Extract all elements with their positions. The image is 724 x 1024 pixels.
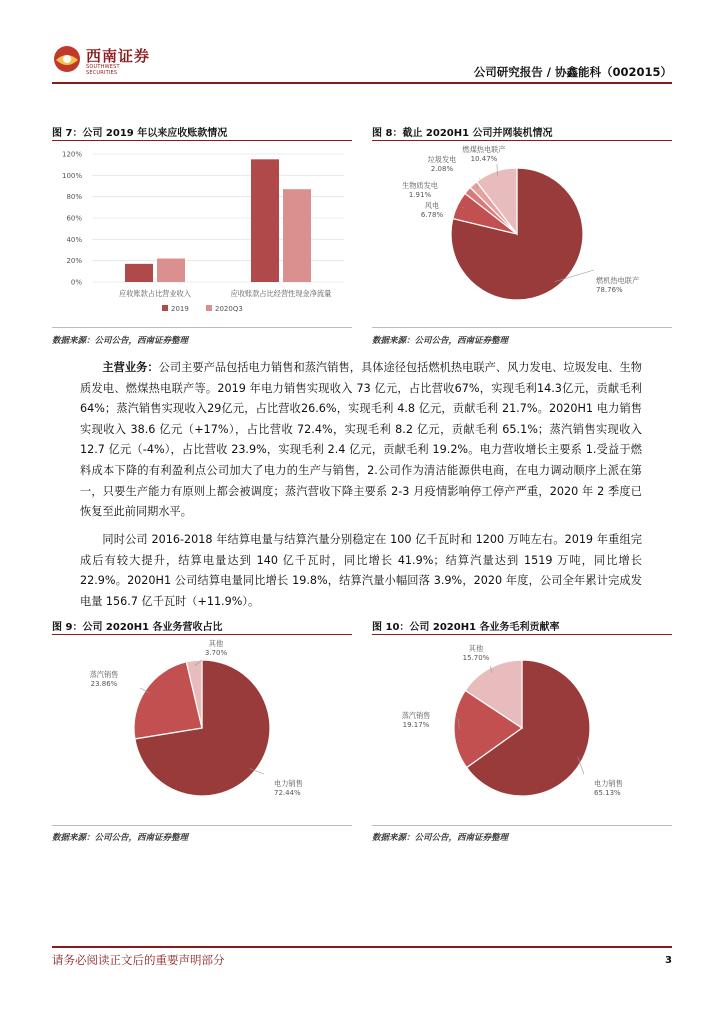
- fig10-title: 图 10：公司 2020H1 各业务毛利贡献率: [372, 622, 560, 633]
- slice-value: 10.47%: [470, 155, 498, 163]
- fig9-title-rule: [52, 634, 352, 635]
- fig7-bar-chart: [52, 142, 352, 322]
- slice-label: 垃圾发电: [427, 155, 457, 164]
- slice-label: 生物质发电: [402, 181, 438, 190]
- logo-subtitle: SOUTHWEST SECURITIES: [86, 64, 120, 76]
- fig10-pie-chart: [372, 636, 672, 816]
- slice-label: 蒸汽销售: [401, 711, 431, 720]
- slice-value: 65.13%: [594, 789, 621, 797]
- bar: [283, 189, 311, 282]
- fig9-pie-chart: [52, 636, 352, 816]
- slice-value: 78.76%: [596, 286, 623, 294]
- logo-name: 西南证券: [86, 47, 151, 65]
- fig9-bottom-rule: [52, 825, 352, 826]
- fig7-title: 图 7：公司 2019 年以来应收账款情况: [52, 128, 228, 139]
- fig8-pie-chart: [372, 142, 672, 322]
- header-rule: [52, 82, 672, 84]
- settlement-paragraph: 同时公司 2016-2018 年结算电量与结算汽量分别稳定在 100 亿千瓦时和 1200 万吨左右。2019 年重组完成后有较大提升，结算电量达到 140 亿千瓦时，同比增长 41.9%；结算汽量达到 1519 万吨，同比增长 22.9%。2020H1 公司结算电量同比增长 19.8%，结算汽量小幅回落 3.9%，2020 年度，公司全年累计完成发电量 156.7 亿千瓦时（+11.9%）。: [80, 533, 642, 608]
- fig8-source: 数据来源：公司公告，西南证券整理: [372, 336, 509, 346]
- fig8-title: 图 8：截止 2020H1 公司并网装机情况: [372, 128, 553, 139]
- slice-label: 燃煤热电联产: [462, 145, 506, 154]
- y-tick-label: 80%: [66, 193, 82, 202]
- legend-label: 2019: [171, 305, 189, 313]
- fig9-source: 数据来源：公司公告，西南证券整理: [52, 833, 189, 843]
- fig10-bottom-rule: [372, 825, 672, 826]
- slice-value: 2.08%: [430, 165, 454, 173]
- y-tick-label: 120%: [61, 150, 82, 159]
- slice-value: 23.86%: [90, 680, 118, 688]
- y-tick-label: 20%: [66, 257, 82, 266]
- slice-label: 电力销售: [274, 779, 303, 788]
- y-tick-label: 60%: [66, 214, 82, 223]
- slice-value: 6.78%: [420, 211, 444, 219]
- page-number: 3: [665, 955, 672, 966]
- legend-swatch: [206, 305, 212, 311]
- y-tick-label: 0%: [70, 278, 82, 287]
- fig9-title: 图 9：公司 2020H1 各业务营收占比: [52, 622, 223, 633]
- x-category-label: 应收账款占比经营性现金净流量: [230, 289, 332, 298]
- logo-mark-icon: [52, 44, 82, 74]
- slice-label: 燃机热电联产: [596, 276, 640, 285]
- slice-value: 1.91%: [408, 191, 432, 199]
- legend-label: 2020Q3: [215, 305, 243, 313]
- y-tick-label: 40%: [66, 235, 82, 244]
- slice-value: 72.44%: [274, 789, 301, 797]
- company-logo: [52, 42, 152, 76]
- slice-label: 其他: [208, 639, 224, 648]
- report-title: 公司研究报告 / 协鑫能科（002015）: [473, 65, 672, 79]
- slice-label: 其他: [468, 644, 484, 653]
- fig8-title-rule: [372, 140, 672, 141]
- legend-swatch: [162, 305, 168, 311]
- main-business-text: 公司主要产品包括电力销售和蒸汽销售，具体途径包括燃机热电联产、风力发电、垃圾发电、生物质发电、燃煤热电联产等。2019 年电力销售实现收入 73 亿元，占比营收67%，实现毛利14.3亿元，贡献毛利64%；蒸汽销售实现收入29亿元，占比营收26.6%，实现毛利 4.8 亿元，贡献毛利 21.7%。2020H1 电力销售实现收入 38.6 亿元（+17%），占比营收 72.4%，实现毛利 8.2 亿元，贡献毛利 65.1%；蒸汽销售实现收入 12.7 亿元（-4%），占比营收 23.9%，实现毛利 2.4 亿元，贡献毛利 19.2%。电力营收增长主要系 1.受益于燃料成本下降的有利盈利点公司加大了电力的生产与销售，2.公司作为清洁能源供电商，在电力调动顺序上派在第一，只要生产能力有原则上都会被调度；蒸汽营收下降主要系 2-3 月疫情影响停工停产严重，2020 年 2 季度已恢复至此前同期水平。: [80, 361, 642, 519]
- slice-value: 19.17%: [402, 721, 430, 729]
- bar: [125, 264, 153, 282]
- fig7-bottom-rule: [52, 327, 352, 328]
- fig8-bottom-rule: [372, 327, 672, 328]
- bar: [157, 259, 185, 282]
- fig7-source: 数据来源：公司公告，西南证券整理: [52, 336, 189, 346]
- y-tick-label: 100%: [61, 171, 82, 180]
- main-business-paragraph: [80, 358, 642, 523]
- fig10-source: 数据来源：公司公告，西南证券整理: [372, 833, 509, 843]
- slice-label: 电力销售: [594, 779, 623, 788]
- footer-disclaimer: 请务必阅读正文后的重要声明部分: [52, 953, 225, 967]
- slice-value: 15.70%: [462, 654, 490, 662]
- slice-value: 3.70%: [204, 649, 228, 657]
- fig10-title-rule: [372, 634, 672, 635]
- footer-rule: [52, 946, 672, 948]
- bar: [251, 159, 279, 282]
- slice-label: 风电: [424, 201, 440, 210]
- slice-label: 蒸汽销售: [89, 670, 119, 679]
- fig7-title-rule: [52, 140, 352, 141]
- x-category-label: 应收账款占比营业收入: [119, 289, 191, 298]
- main-business-lead: 主营业务：: [102, 361, 159, 374]
